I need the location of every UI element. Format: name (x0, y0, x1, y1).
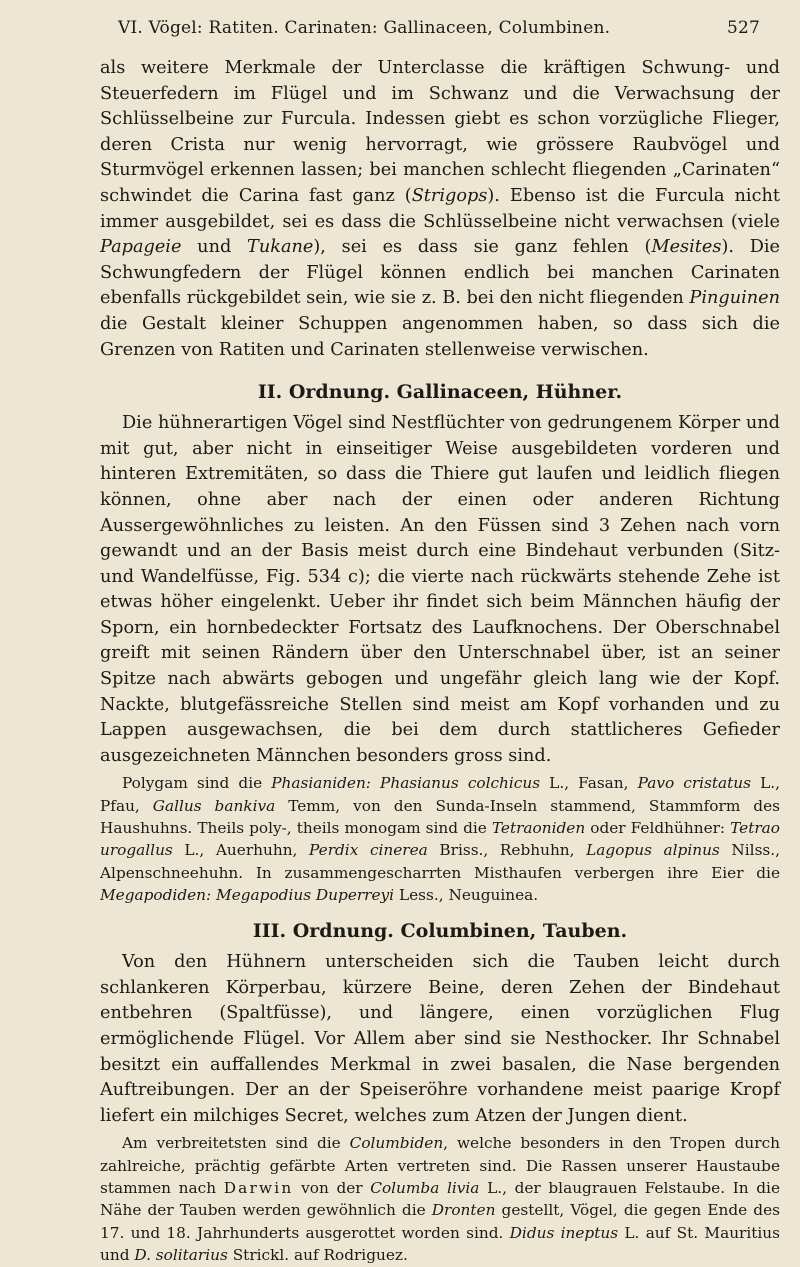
section-heading-columbinen: III. Ordnung. Columbinen, Tauben. (252, 920, 628, 943)
page-number: 527 (726, 18, 760, 38)
header-title: VI. Vögel: Ratiten. Carinaten: Gallinaceen, Columbinen. (118, 18, 611, 38)
section-heading-gallinaceen: II. Ordnung. Gallinaceen, Hühner. (257, 381, 623, 404)
paragraph-columbinen: Von den Hühnern unterscheiden sich die Tauben leicht durch schlankeren Körperbau, kürzere Beine, deren Zehen der Bindehaut entbehren (Spaltfüsse), und längere, einen vorzüglichen Flug ermöglichende Flügel. Vor Allem aber sind sie Nesthocker. Ihr Schnabel besitzt ein auffallendes Merkmal in zwei basalen, die Nase bergenden Auftreibungen. Der an der Speiseröhre vorhandene meist paarige Kropf liefert ein milchiges Secret, welches zum Atzen der Jungen dient. (100, 952, 780, 1126)
paragraph-gallinaceen-species: Polygam sind die Phasianiden: Phasianus colchicus L., Fasan, Pavo cristatus L., Pfau, Gallus bankiva Temm, von den Sunda-Inseln stammend, Stammform des Haushuhns. Theils poly-, theils monogam sind die Tetraoniden oder Feldhühner: Tetrao urogallus L., Auerhuhn, Perdix cinerea Briss., Rebhuhn, Lagopus alpinus Nilss., Alpenschneehuhn. In zusammengescharrten Misthaufen verbergen ihre Eier die Megapodiden: Megapodius Duperreyi Less., Neuguinea. (100, 774, 780, 904)
page-body (100, 56, 780, 1266)
paragraph-carinaten-continued: als weitere Merkmale der Unterclasse die kräftigen Schwung- und Steuerfedern im Flügel und im Schwanz und die Verwachsung der Schlüsselbeine zur Furcula. Indessen giebt es schon vorzügliche Flieger, deren Crista nur wenig hervorragt, wie grössere Raubvögel und Sturmvögel erkennen lassen; bei manchen schlecht fliegenden „Carinaten“ schwindet die Carina fast ganz (Strigops). Ebenso ist die Furcula nicht immer ausgebildet, sei es dass die Schlüsselbeine nicht verwachsen (viele Papageie und Tukane), sei es dass sie ganz fehlen (Mesites). Die Schwungfedern der Flügel können endlich bei manchen Carinaten ebenfalls rückgebildet sein, wie sie z. B. bei den nicht fliegenden Pinguinen die Gestalt kleiner Schuppen angenommen haben, so dass sich die Grenzen von Ratiten und Carinaten stellenweise verwischen. (100, 58, 781, 360)
paragraph-columbinen-species: Am verbreitetsten sind die Columbiden, welche besonders in den Tropen durch zahlreiche, prächtig gefärbte Arten vertreten sind. Die Rassen unserer Haustaube stammen nach Darwin von der Columba livia L., der blaugrauen Felstaube. In die Nähe der Tauben werden gewöhnlich die Dronten gestellt, Vögel, die gegen Ende des 17. und 18. Jahrhunderts ausgerottet worden sind. Didus ineptus L. auf St. Mauritius und D. solitarius Strickl. auf Rodriguez. (100, 1134, 781, 1264)
running-header (78, 12, 760, 42)
paragraph-gallinaceen: Die hühnerartigen Vögel sind Nestflüchter von gedrungenem Körper und mit gut, aber nicht in einseitiger Weise ausgebildeten vorderen und hinteren Extremitäten, so dass die Thiere gut laufen und leidlich fliegen können, ohne aber nach der einen oder anderen Richtung Aussergewöhnliches zu leisten. An den Füssen sind 3 Zehen nach vorn gewandt und an der Basis meist durch eine Bindehaut verbunden (Sitz- und Wandelfüsse, Fig. 534 c); die vierte nach rückwärts stehende Zehe ist etwas höher eingelenkt. Ueber ihr findet sich beim Männchen häufig der Sporn, ein hornbedeckter Fortsatz des Laufknochens. Der Oberschnabel greift mit seinen Rändern über den Unterschnabel über, ist an seiner Spitze nach abwärts gebogen und ungefähr gleich lang wie der Kopf. Nackte, blutgefässreiche Stellen sind meist am Kopf vorhanden und zu Lappen ausgewachsen, die bei dem durch stattlicheres Gefieder ausgezeichneten Männchen besonders gross sind. (100, 413, 780, 766)
